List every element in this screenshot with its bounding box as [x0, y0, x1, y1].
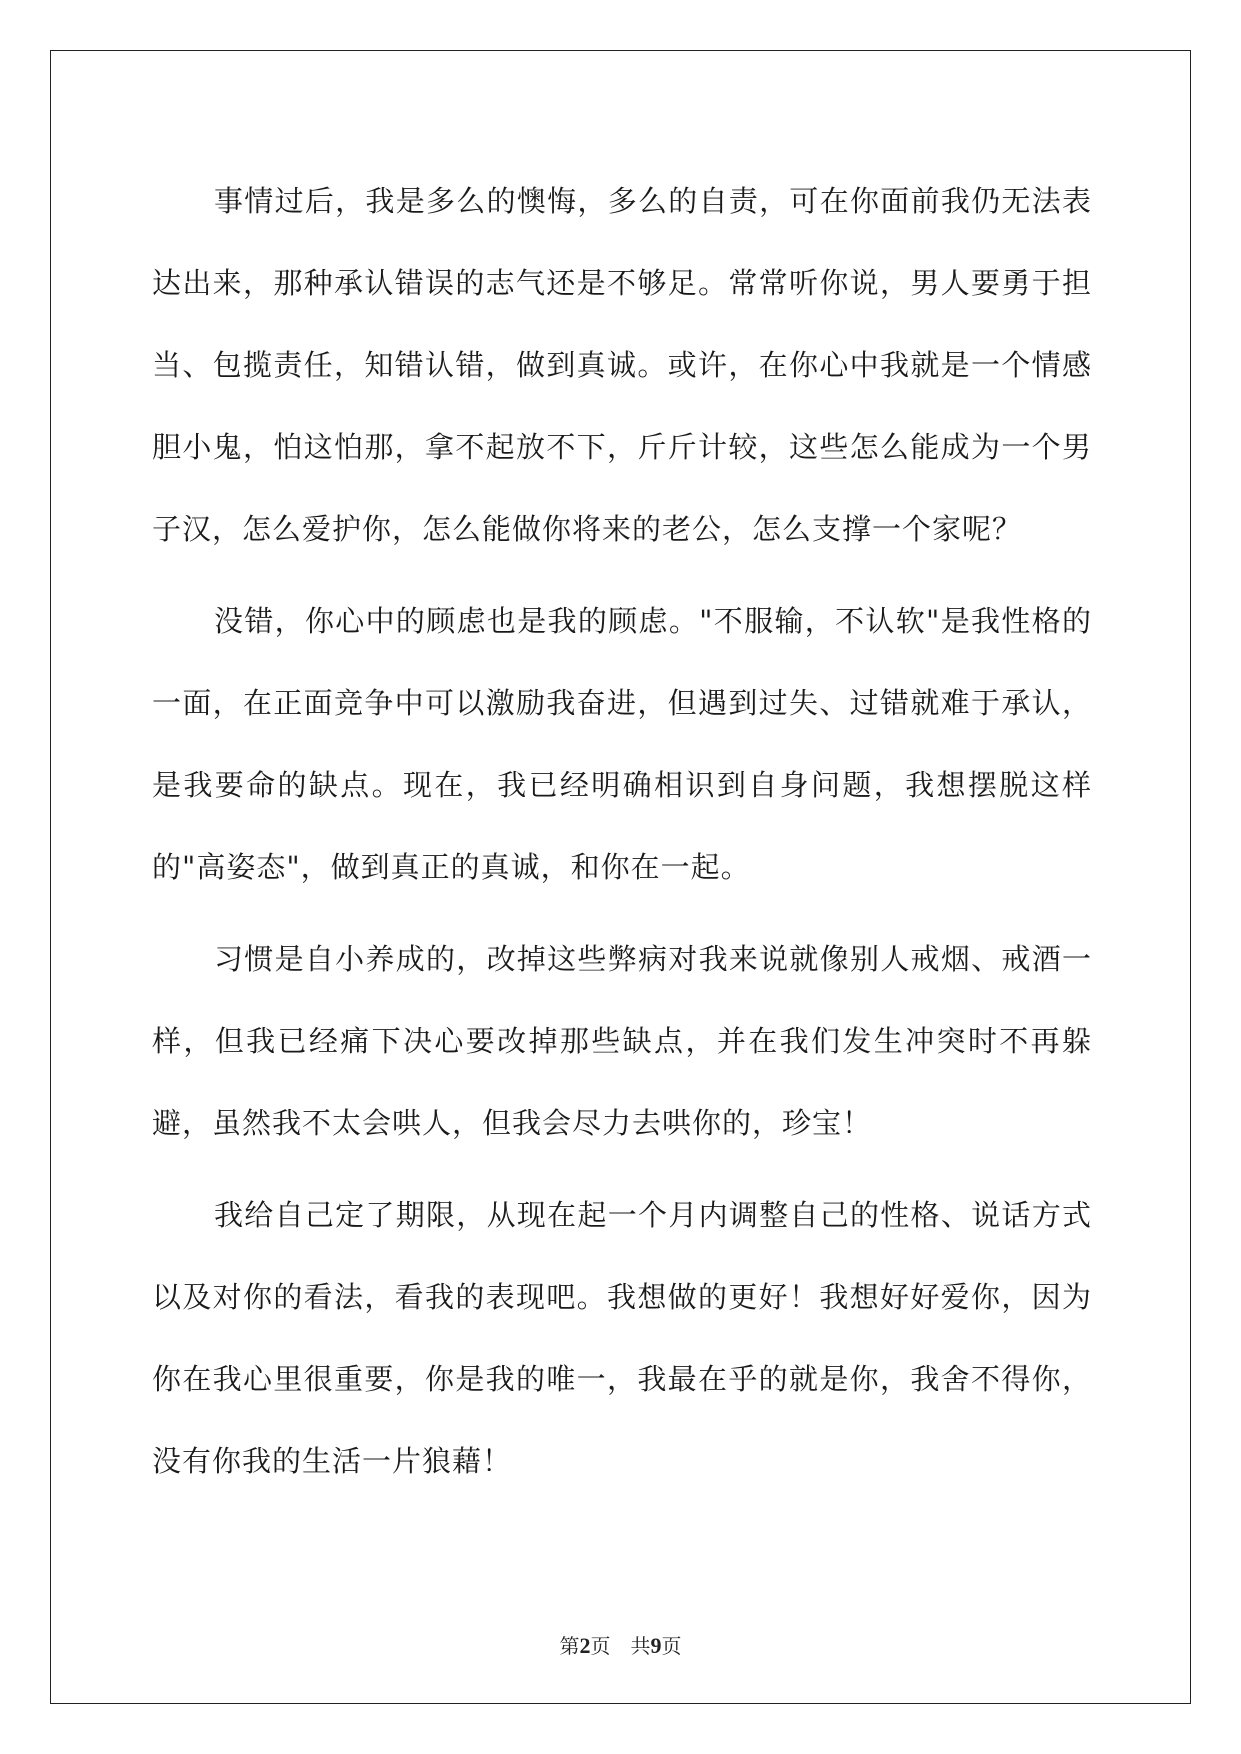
total-prefix: 共 — [630, 1634, 651, 1658]
paragraph-4: 我给自己定了期限，从现在起一个月内调整自己的性格、说话方式以及对你的看法，看我的表现吧。我想做的更好！我想好好爱你，因为你在我心里很重要，你是我的唯一，我最在乎的就是你，我舍不得你，没有你我的生活一片狼藉！ — [152, 1198, 1092, 1478]
total-page-number: 9 — [650, 1633, 662, 1658]
current-page-number: 2 — [579, 1633, 591, 1658]
paragraph-2: 没错，你心中的顾虑也是我的顾虑。"不服输，不认软"是我性格的一面，在正面竞争中可以激励我奋进，但遇到过失、过错就难于承认，是我要命的缺点。现在，我已经明确相识到自身问题，我想摆脱这样的"高姿态"，做到真正的真诚，和你在一起。 — [152, 604, 1092, 884]
page-prefix: 第 — [559, 1634, 580, 1658]
paragraph-3: 习惯是自小养成的，改掉这些弊病对我来说就像别人戒烟、戒酒一样，但我已经痛下决心要改掉那些缺点，并在我们发生冲突时不再躲避，虽然我不太会哄人，但我会尽力去哄你的，珍宝！ — [152, 942, 1092, 1140]
page-unit: 页 — [590, 1634, 611, 1658]
document-body — [152, 160, 1092, 1512]
total-unit: 页 — [661, 1634, 682, 1658]
page-footer — [0, 1630, 1241, 1659]
paragraph-1: 事情过后，我是多么的懊悔，多么的自责，可在你面前我仍无法表达出来，那种承认错误的志气还是不够足。常常听你说，男人要勇于担当、包揽责任，知错认错，做到真诚。或许，在你心中我就是一个情感胆小鬼，怕这怕那，拿不起放不下，斤斤计较，这些怎么能成为一个男子汉，怎么爱护你，怎么能做你将来的老公，怎么支撑一个家呢？ — [152, 184, 1092, 546]
